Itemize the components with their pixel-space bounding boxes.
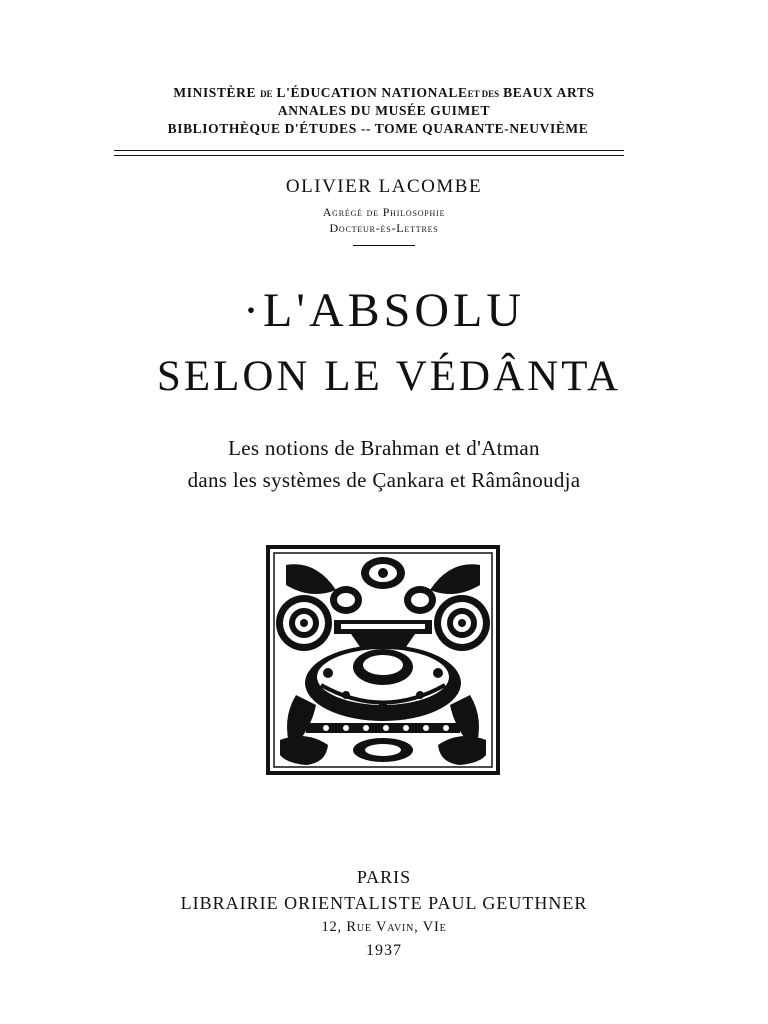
- imprint-address: 12, Rue Vavin, VIe: [321, 919, 447, 935]
- author-credential-agrege: Agrégé de Philosophie: [322, 205, 446, 219]
- series-line-ministry: [0, 85, 768, 101]
- double-rule-bottom: [114, 155, 624, 156]
- book-title-line2: SELON LE VÉDÂNTA: [156, 353, 622, 400]
- book-title-line1: ·L'ABSOLU: [243, 284, 525, 337]
- ministry-text-e: BEAUX ARTS: [499, 85, 595, 100]
- ministry-text-a: MINISTÈRE: [173, 85, 261, 100]
- series-line-bibliotheque: BIBLIOTHÈQUE D'ÉTUDES -- TOME QUARANTE-NEUVIÈME: [167, 121, 589, 136]
- ministry-text-d: ET DES: [467, 89, 500, 99]
- double-rule-top: [114, 150, 624, 151]
- series-line-annales: ANNALES DU MUSÉE GUIMET: [277, 103, 491, 118]
- ministry-text-c: L'ÉDUCATION NATIONALE: [272, 85, 468, 100]
- imprint-publisher: LIBRAIRIE ORIENTALISTE PAUL GEUTHNER: [180, 893, 588, 913]
- author-credential-docteur: Docteur-ès-Lettres: [329, 221, 439, 235]
- author-name: OLIVIER LACOMBE: [285, 176, 483, 197]
- woodcut-ornament-icon: [266, 545, 500, 775]
- subtitle-line1: Les notions de Brahman et d'Atman: [228, 436, 540, 460]
- subtitle-line2: dans les systèmes de Çankara et Râmânoudja: [187, 468, 581, 492]
- short-divider: [353, 245, 415, 246]
- imprint-year: 1937: [366, 942, 402, 959]
- ministry-text-b: DE: [260, 89, 273, 99]
- imprint-place: PARIS: [356, 867, 412, 887]
